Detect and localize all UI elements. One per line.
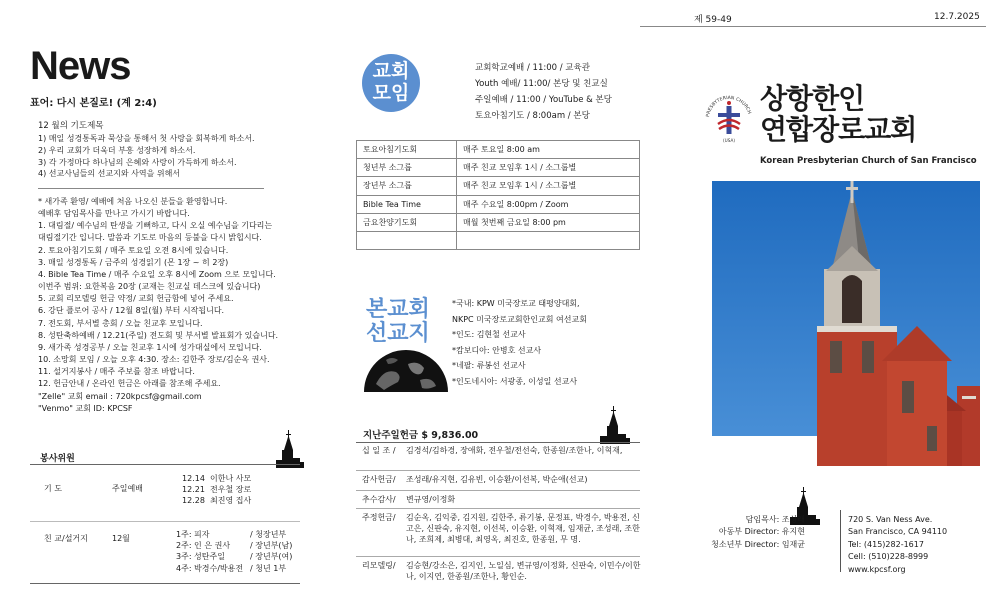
- motto: 표어: 다시 본질로! (계 2:4): [30, 98, 157, 109]
- contact-info: [848, 514, 947, 576]
- worship-schedule: [475, 60, 612, 125]
- announcement-item: 대림절기간 입니다. 말씀과 기도로 마음의 등불을 다시 밝힙시다.: [38, 233, 262, 243]
- pcusa-seal-logo: [702, 92, 756, 146]
- offering-row: [356, 557, 640, 587]
- offering-names: 변규영/이정화: [406, 495, 456, 504]
- steeple-icon: [598, 404, 632, 444]
- meeting-time: 매월 첫번째 금요일 8:00 pm: [457, 213, 640, 231]
- kitchen-group: / 장년부(남): [250, 541, 293, 551]
- meeting-name: 금요찬양기도회: [357, 213, 457, 231]
- announcement-item: 2. 토요아침기도회 / 매주 토요일 오전 8시에 있습니다.: [38, 245, 229, 255]
- mission-item: *인도네시아: 서광종, 이성일 선교사: [452, 376, 578, 386]
- announcement-item: 5. 교회 리모델링 헌금 약정/ 교회 헌금함에 넣어 주세요.: [38, 294, 234, 304]
- mission-item: *네팔: 류봉선 선교사: [452, 361, 526, 371]
- duty-label: 기 도: [44, 484, 62, 493]
- kitchen-group: / 청장년부: [250, 530, 287, 539]
- announcement-item: 이번주 범위: 요한복음 20장 (교재는 친교실 데스크에 있습니다): [38, 282, 261, 292]
- church-name-line: 연합장로교회: [760, 112, 917, 146]
- mission-item: NKPC 미국장로교회한인교회 여선교회: [452, 314, 587, 324]
- prayer-item: 1) 매일 성경통독과 묵상을 통해서 첫 사랑을 회복하게 하소서.: [38, 134, 255, 144]
- kitchen-group: / 청년 1부: [250, 563, 287, 573]
- kitchen-groups: [250, 529, 292, 574]
- duty-date: 12.21: [182, 485, 205, 495]
- table-row: [357, 159, 640, 177]
- church-name-korean: [760, 84, 916, 146]
- mission-list: [452, 296, 587, 390]
- announcement-item: 6. 강단 플로어 공사 / 12월 8일(월) 부터 시작됩니다.: [38, 306, 225, 316]
- contact-divider: [840, 510, 841, 572]
- svg-text:(USA): (USA): [723, 138, 735, 143]
- meeting-name: 청년부 소그룹: [357, 159, 457, 177]
- issue-number: 제 59-49: [694, 15, 732, 25]
- prayer-item: 3) 각 가정마다 하나님의 은혜와 사랑이 가득하게 하소서.: [38, 157, 237, 167]
- meeting-time: 매주 토요일 8:00 am: [457, 141, 640, 159]
- kitchen-week: 1주: 피자: [176, 530, 210, 539]
- offering-names: 조성래/유지현, 김유빈, 이승환/이선복, 박순애(선교): [406, 475, 588, 484]
- duty-date: 12.14: [182, 474, 205, 483]
- badge-line: 모임: [372, 82, 410, 104]
- duty-date: 12.28: [182, 496, 205, 506]
- mission-item: *캄보디아: 안병호 선교사: [452, 345, 542, 355]
- mission-item: *국내: KPW 미국장로교 태평양대회,: [452, 299, 580, 308]
- steeple-icon: [274, 428, 306, 468]
- meeting-name: 토요아침기도회: [357, 141, 457, 159]
- duty-month: 12월: [112, 534, 130, 543]
- meeting-time: [457, 231, 640, 249]
- prayer-item: 4) 선교사님들의 선교지와 사역을 위해서: [38, 169, 181, 179]
- svg-text:PRESBYTERIAN CHURCH: PRESBYTERIAN CHURCH: [706, 95, 752, 118]
- offering-total: 지난주일헌금 $ 9,836.00: [363, 430, 479, 441]
- offering-row: [356, 491, 640, 509]
- church-building-photo: [712, 181, 980, 466]
- table-row: [357, 213, 640, 231]
- offering-names: 김순옥, 김익중, 김지원, 김한주, 류기봉, 문정표, 박경수, 박용전, 신고은, 신판숙, 유지현, 이선복, 이승환, 이혁재, 임재균, 조성래, 조한나, 조희제, 최병대, 최영옥, 최진호, 한종원, 무 명.: [406, 513, 640, 545]
- announcement-item: 8. 성탄축하예배 / 12.21(주일) 전도회 및 부서별 발표회가 있습니다.: [38, 330, 279, 340]
- announcement-item: 10. 소망회 모임 / 오늘 오후 4:30. 장소: 김한주 장로/김순옥 권사.: [38, 355, 270, 365]
- announcement-item: 3. 매일 성경통독 / 금주의 성경읽기 (몬 1장 ~ 히 2장): [38, 257, 229, 267]
- announcement-item: "Venmo" 교회 ID: KPCSF: [38, 403, 133, 413]
- offering-list: [356, 442, 640, 586]
- staff-item: 청소년부 Director: 임재균: [711, 539, 805, 549]
- staff-item: 담임목사: 조성래: [745, 515, 805, 524]
- church-name-english: Korean Presbyterian Church of San Francisco: [760, 156, 977, 166]
- announcement-item: 1. 대림절/ 예수님의 탄생을 기뻐하고, 다시 오실 예수님을 기다리는: [38, 221, 273, 231]
- table-row: [357, 177, 640, 195]
- offering-label: 리모델링/: [362, 561, 396, 570]
- mission-title-line: 선교지: [366, 321, 430, 347]
- offering-label: 감사헌금/: [362, 475, 396, 484]
- mission-title-line: 본교회: [366, 297, 430, 322]
- worship-item: Youth 예배/ 11:00/ 본당 및 친교실: [475, 79, 608, 90]
- offering-label: 추수감사/: [362, 495, 396, 504]
- duty-label: 친 교/설거지: [44, 534, 88, 543]
- prayer-requests: [38, 120, 278, 180]
- duty-person: 이한나 사모: [210, 474, 252, 483]
- kitchen-week: 4주: 박경수/박용전: [176, 563, 244, 573]
- duty-dates: [182, 473, 205, 507]
- meeting-name: [357, 231, 457, 249]
- staff-list: [680, 514, 805, 551]
- duty-title: 봉사위원: [40, 454, 75, 464]
- kitchen-weeks: [176, 529, 243, 574]
- address-line: San Francisco, CA 94110: [848, 527, 948, 537]
- meeting-time: 매주 친교 모임후 1시 / 소그룹별: [457, 177, 640, 195]
- meeting-name: Bible Tea Time: [357, 195, 457, 213]
- worship-item: 주일예배 / 11:00 / YouTube & 본당: [475, 95, 612, 106]
- kitchen-week: 2주: 인 은 권사: [176, 541, 231, 551]
- mission-item: *인도: 김현철 선교사: [452, 330, 526, 340]
- prayer-title: 12 월의 기도제목: [38, 121, 104, 131]
- duty-service: 주일예배: [112, 484, 143, 493]
- announcement-item: 12. 헌금안내 / 온라인 헌금은 아래를 참조해 주세요.: [38, 379, 221, 389]
- announcement-item: * 새가족 환영/ 예배에 처음 나오신 분들을 환영합니다.: [38, 197, 228, 206]
- offering-row: [356, 445, 640, 471]
- church-name-line: 상항한인: [760, 82, 865, 115]
- gathering-badge: [362, 54, 420, 112]
- announcement-item: "Zelle" 교회 email : 720kpcsf@gmail.com: [38, 391, 202, 401]
- prayer-item: 2) 우리 교회가 더욱더 부흥 성장하게 하소서.: [38, 145, 196, 155]
- meeting-table: [356, 140, 640, 250]
- table-row: [357, 141, 640, 159]
- offering-label: 주정헌금/: [362, 513, 396, 522]
- badge-line: 교회: [372, 60, 410, 83]
- worship-item: 토요아침기도 / 8:00am / 본당: [475, 111, 590, 122]
- kitchen-group: / 장년부(여): [250, 552, 293, 562]
- meeting-name: 장년부 소그룹: [357, 177, 457, 195]
- address-line: 720 S. Van Ness Ave.: [848, 515, 933, 524]
- table-row: [357, 195, 640, 213]
- announcement-item: 11. 설거지봉사 / 매주 주보를 참조 바랍니다.: [38, 367, 195, 377]
- duty-people: [210, 473, 251, 507]
- announcement-item: 4. Bible Tea Time / 매주 수요일 오후 8시에 Zoom 으로 모입니다.: [38, 269, 276, 279]
- phone: Tel: (415)282-1617: [848, 539, 924, 549]
- row-divider: [30, 521, 300, 522]
- offering-row: [356, 509, 640, 557]
- mission-title: [366, 298, 430, 346]
- table-row: [357, 231, 640, 249]
- meeting-time: 매주 수요일 8:00pm / Zoom: [457, 195, 640, 213]
- meeting-time: 매주 친교 모임후 1시 / 소그룹별: [457, 159, 640, 177]
- announcement-item: 예배후 담임목사를 만나고 가시기 바랍니다.: [38, 209, 190, 219]
- staff-item: 아동부 Director: 유지현: [718, 527, 805, 537]
- globe-icon: [362, 346, 450, 392]
- offering-names: 김경석/김하경, 장애화, 전우철/전선숙, 한종원/조한나, 이혁재,: [406, 446, 623, 455]
- header-rule: [640, 26, 986, 27]
- kitchen-week: 3주: 성탄주일: [176, 552, 225, 562]
- news-title: News: [30, 44, 131, 88]
- offering-label: 십 일 조 /: [362, 446, 396, 455]
- duty-person: 최진영 집사: [210, 496, 252, 506]
- worship-item: 교회학교예배 / 11:00 / 교육관: [475, 63, 590, 73]
- announcement-item: 7. 전도회, 부서별 총회 / 오늘 친교후 모입니다.: [38, 318, 203, 328]
- cell-phone: Cell: (510)228-8999: [848, 552, 929, 562]
- offering-row: [356, 471, 640, 491]
- announcement-item: 9. 새가족 성경공부 / 오늘 친교후 1시에 성가대실에서 모입니다.: [38, 342, 262, 352]
- website-link[interactable]: www.kpcsf.org: [848, 564, 906, 574]
- section-divider: [38, 188, 264, 189]
- duty-roster: [30, 464, 300, 584]
- duty-person: 전우철 장로: [210, 485, 252, 495]
- offering-names: 김승현/강소은, 김지인, 노일심, 변규영/이정화, 신판숙, 이민수/이한나, 이지연, 한종원/조한나, 황인순.: [406, 561, 641, 582]
- bulletin-date: 12.7.2025: [934, 12, 980, 22]
- announcements: [38, 196, 308, 415]
